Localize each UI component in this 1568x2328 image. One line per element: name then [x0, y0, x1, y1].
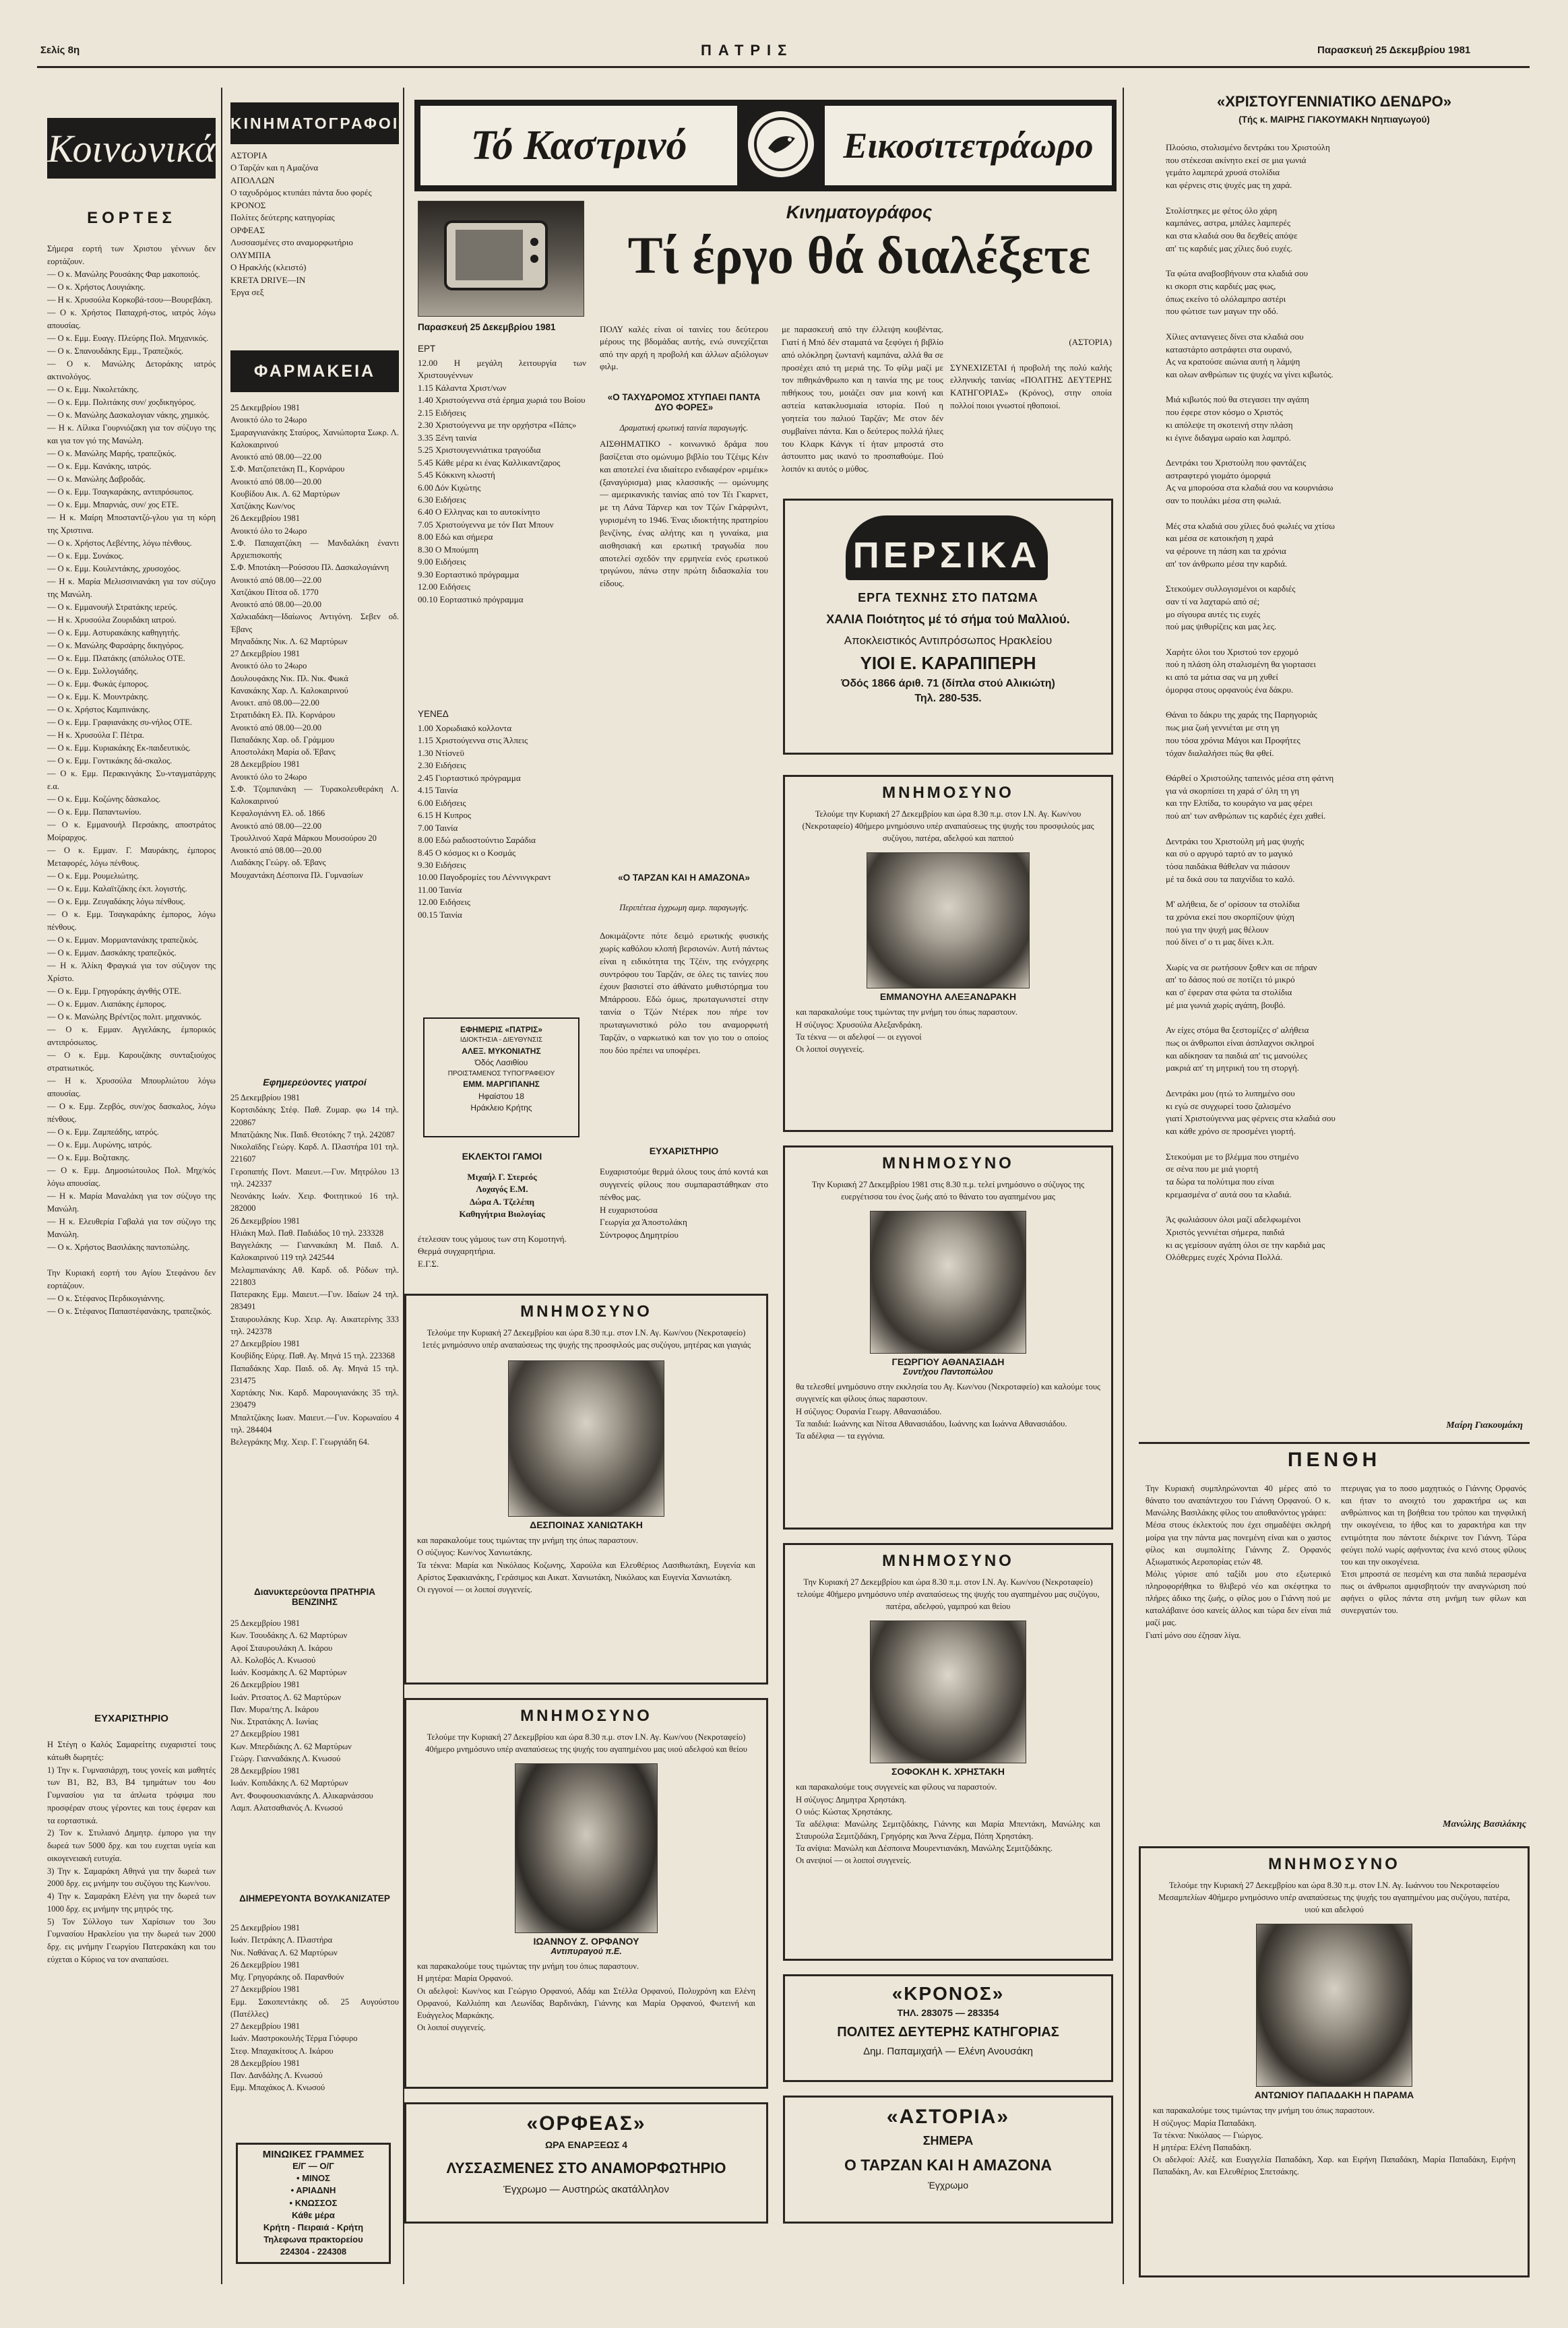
tv-channel-ert: ΕΡΤ [418, 344, 436, 354]
persika-line: ΧΑΛΙΑ Ποιότητος μέ τό σήμα τού Μαλλιού. [826, 612, 1070, 626]
tv-list-yened: 1.00 Χορωδιακό κολλοντα 1.15 Χριστούγεννα στις Άλπεις 1.30 Ντίσνεϋ 2.30 Ειδήσεις 2.45 Γιορταστικό πρόγραμμα 4.15 Ταινία 6.00 Ειδήσεις 6.15 Η Κυπρος 7.00 Ταινία 8.00 Εδώ ραδιοστούντιο Σαράδια 8.45 Ο κόσμος κι ο Κοσμάς 9.30 Ειδήσεις 10.00 Παγοδρομίες του Λέννινγκραντ 11.00 Ταινία 12.00 Ειδήσεις 00.15 Ταινία [418, 723, 551, 920]
social-heading: ΕΟΡΤΕΣ [87, 209, 176, 227]
article-body-3: ΣΥΝΕΧΙΖΕΤΑΙ ή προβολή της πολύ καλής ελληνικής ταινίας «ΠΟΛΙΤΗΣ ΔΕΥΤΕΡΗΣ ΚΑΤΗΓΟΡΙΑΣ» (Κρόνος), στην οποία πολλοί ποιοι γνωστοί ηθοποιοί. [950, 362, 1112, 411]
cinema-banner-text: ΚΙΝΗΜΑΤΟΓΡΑΦΟΙ [230, 115, 400, 132]
orfeas-hours: ΩΡΑ ΕΝΑΡΞΕΩΣ 4 [544, 2139, 628, 2150]
kronos-ad [783, 1974, 1113, 2082]
memorial-christaki [783, 1543, 1113, 1961]
patris-line: ΠΡΟΙΣΤΑΜΕΝΟΣ ΤΥΠΟΓΡΑΦΕΙΟΥ [447, 1069, 555, 1077]
memorial-orfanou [404, 1698, 768, 2089]
persika-logo-text: ΠΕΡΣΙΚΑ [852, 535, 1041, 575]
astoria-note: Έγχρωμο [927, 2180, 969, 2191]
poem-byline: (Τής κ. ΜΑΙΡΗΣ ΓΙΑΚΟΥΜΑΚΗ Νηπιαγωγού) [1238, 115, 1430, 125]
article-sub-2: Περιπέτεια έγχρωμη αμερ. παραγωγής. [619, 903, 749, 912]
mourning-signature: Μανώλης Βασιλάκης [1443, 1819, 1526, 1829]
kastrino-kicker: Κινηματογράφος [786, 202, 933, 222]
social-banner-text: Κοινωνικά [47, 126, 216, 170]
memorial-family: και παρακαλούμε τους τιμώντας την μνήμη του όπως παραστουν. Η μητέρα: Μαρία Ορφανού. Οι αδελφοί: Κων/νος και Γεώργιο Ορφανού, Αδάμ και Στέλλα Ορφανού, Πολυχρόνη και Ελένη Ορφανού, Καλλιόπη και Λεωνίδας Βαρδινάκη, Γιάννης και Μαρία Ορφανού, Φωτεινή και Ευάγγελος Μαρκάκης. Οι λοιποί συγγενείς. [417, 1961, 755, 2032]
article-continued: με παρασκευή από την έλλειψη κουβέντας. Γιατί ή Μπό δέν σταματά να ξεφύγει ή βιβλίο από ολόκληρη ζωντανή καμπάνα, αλλά θα σε προσέχει από τη μεριά της. Το φίλμ μαζί με τον πιθηκάνθρωπο και η ταινία της με τους πιθήκους του, μοιάζει σαν μια κοινή και αστεία κατακλυσμιαία ιστορία. Πού η γοητεία του παλιού Ταρζάν; Με στον δέν συμβαίνει πάντα. Και ο δεύτερος πολλά ήλιες του Κλαρκ Κάνγκ τί ήταν μπροστά στο άστουπτο μας ικανό το προσπαθούμε. Πού λοιπόν κι αυτός ο μύθος. [782, 324, 943, 474]
article-title-1: «Ο ΤΑΧΥΔΡΟΜΟΣ ΧΤΥΠΑΕΙ ΠΑΝΤΑ ΔΥΟ ΦΟΡΕΣ» [607, 392, 761, 412]
persika-line: Τηλ. 280-535. [914, 693, 982, 705]
memorial-title: ΜΝΗΜΟΣΥΝΟ [520, 1707, 652, 1725]
poem-signature: Μαίρη Γιακουμάκη [1446, 1420, 1523, 1430]
patris-line: Ηφαίστου 18 [478, 1091, 524, 1101]
social-banner [47, 118, 216, 179]
poem-title: «ΧΡΙΣΤΟΥΓΕΝΝΙΑΤΙΚΟ ΔΕΝΔΡΟ» [1216, 93, 1451, 110]
article-intro: ΠΟΛΥ καλές είναι οί ταινίες του δεύτερου μέρους της βδομάδας αυτής, ενώ συνεχίζεται από την αρχή η προβολή και άλλων αξιόλογων φιλμ. [600, 324, 768, 372]
memorial-intro: Τελούμε την Κυριακή 27 Δεκεμβρίου και ώρα 8.30 π.μ. στον Ι.Ν. Αγ. Κων/νου (Νεκροταφείο) 40ήμερο μνημόσυνο υπέρ αναπαύσεως της ψυχής του προσφιλούς μας συζύγου, πατέρα, αδελφού και παππού [802, 809, 1094, 844]
memorial-title: ΜΝΗΜΟΣΥΝΟ [1268, 1855, 1400, 1873]
orfeas-name: «ΟΡΦΕΑΣ» [526, 2112, 646, 2135]
weddings-heading: ΕΚΛΕΚΤΟΙ ΓΑΜΟΙ [462, 1151, 542, 1162]
memorial-papadaki [1139, 1846, 1530, 2277]
vulcanizer-list: 25 Δεκεμβρίου 1981 Ιωάν. Πετράκης Λ. Πλαστήρα Νικ. Ναθάνας Λ. 62 Μαρτύρων 26 Δεκεμβρίου 1981 Μιχ. Γρηγοράκης οδ. Παρανθούν 27 Δεκεμβρίου 1981 Εμμ. Σακοπεντάκης οδ. 25 Αυγούστου (Πατέλλες) 27 Δεκεμβρίου 1981 Ιωάν. Μαστροκουλής Τέρμα Γιόφυρο Στεφ. Μπαχακίτσος Λ. Ικάρου 28 Δεκεμβρίου 1981 Παν. Δανδάλης Λ. Κνωσού Εμμ. Μπαχάκος Λ. Κνωσού [230, 1923, 399, 2093]
pharmacy-banner-text: ΦΑΡΜΑΚΕΙΑ [253, 362, 376, 381]
memorial-intro: Τελούμε την Κυριακή 27 Δεκεμβρίου και ώρα 8.30 π.μ. στον Ι.Ν. Αγ. Κων/νου (Νεκροταφείο) 1ετές μνημόσυνο υπέρ αναπαύσεως της ψυχής της προσφιλούς μας συζύγου, μητέρας και γιαγιάς [421, 1328, 751, 1350]
article-continued-2 [950, 323, 1112, 492]
pharmacy-banner [230, 350, 399, 392]
memorial-title: ΜΝΗΜΟΣΥΝΟ [882, 1154, 1014, 1172]
memorial-title: ΜΝΗΜΟΣΥΝΟ [882, 1552, 1014, 1570]
patris-line: Ηράκλειο Κρήτης [470, 1102, 532, 1112]
astoria-when: ΣΗΜΕΡΑ [922, 2134, 974, 2147]
memorial-family: και παρακαλούμε τους τιμώντας την μνήμη του όπως παραστουν. Η σύζυγος: Χρυσούλα Αλεξανδράκη. Τα τέκνα — οι αδελφοί — οι εγγονοί Οι λοιποί συγγενείς. [796, 1007, 1018, 1054]
tv-date: Παρασκευή 25 Δεκεμβρίου 1981 [418, 322, 556, 332]
patris-line: ΙΔΙΟΚΤΗΣΙΑ - ΔΙΕΥΘΥΝΣΙΣ [460, 1036, 543, 1044]
patris-line: ΑΛΕΞ. ΜΥΚΟΝΙΑΤΗΣ [462, 1046, 541, 1056]
persika-line: ΕΡΓΑ ΤΕΧΝΗΣ ΣΤΟ ΠΑΤΩΜΑ [858, 591, 1038, 604]
social-thanks-heading: ΕΥΧΑΡΙΣΤΗΡΙΟ [94, 1713, 168, 1724]
patris-line: ΕΜΜ. ΜΑΡΓΙΠΑΝΗΣ [463, 1079, 540, 1090]
memorial-photo [870, 1211, 1026, 1354]
memorial-intro: Τελούμε την Κυριακή 27 Δεκεμβρίου και ώρα 8.30 π.μ. στον Ι.Ν. Αγ. Ιωάννου του Νεκροταφείου Μεσαμπελίων 40ήμερο μνημόσυνο υπέρ αναπαύσεως της ψυχής του αγαπημένου μας συζύγου, πατέρα, υιού και αδελφού [1158, 1881, 1510, 1915]
memorial-role: Αντιπυραγού π.Ε. [551, 1947, 622, 1957]
memorial-family: και παρακαλούμε τους τιμώντας την μνήμη της όπως παραστουν. Ο σύζυγος: Κων/νος Χανιωτάκης. Τα τέκνα: Μαρία και Νικόλαος Κοζωνης, Χαρούλα και Ελευθέριος Λασιθιωτάκη, Ευγενία και Αρίστος Σφακιανάκης, Γεράσιμος και Αικατ. Χανιωτάκη, Νικόλαος και Ευγενία Χανιωτάκη. Οι εγγονοί — οι λοιποί συγγενείς. [417, 1536, 755, 1594]
memorial-photo [870, 1621, 1026, 1763]
memorial-family: θα τελεσθεί μνημόσυνο στην εκκλησία του Αγ. Κων/νου (Νεκροταφείο) και καλούμε τους συγγενείς και φίλους όπως παραστουν. Η σύζυγος: Ουρανία Γεωργ. Αθανασιάδου. Τα παιδιά: Ιωάννης και Νίτσα Αθανασιάδου, Ιωάννης και Ιωάννα Αθανασιάδου. Τα αδέλφια — τα εγγόνια. [796, 1382, 1100, 1441]
memorial-role: Συντ/χου Παντοπώλου [903, 1367, 993, 1377]
memorial-name: ΣΟΦΟΚΛΗ Κ. ΧΡΗΣΤΑΚΗ [891, 1766, 1005, 1778]
memorial-photo [515, 1763, 658, 1933]
memorial-chaniotaki [404, 1294, 768, 1685]
memorial-intro: Την Κυριακή 27 Δεκεμβρίου και ώρα 8.30 π.μ. στον Ι.Ν. Αγ. Κων/νου (Νεκροταφείο) τελούμε 40ήμερο μνημόσυνο υπέρ αναπαύσεως της ψυχής του αγαπημένου μας συζύγου, πατέρα, αδελφού, γαμπρού και θείου [796, 1577, 1100, 1612]
social-body: Σήμερα εορτή των Χριστου γέννων δεν εορτάζουν. — Ο κ. Μανώλης Ρουσάκης Φαρ μακοποιός. — Ο κ. Χρήστος Λουγιάκης. — Η κ. Χρυσούλα Κορκοβά-τσου—Βουρεβάκη. — Ο κ. Χρήστος Παπαχρή-στος, ιατρός λόγω απουσίας. — Ο κ. Εμμ. Ευαγγ. Πλεύρης Πολ. Μηχανικός. — Ο κ. Σπανουδάκης Εμμ., Τραπεζικός. — Ο κ. Μανώλης Δετοράκης ιατρός ακτινολόγος. — Ο κ. Εμμ. Νικολετάκης. — Ο κ. Εμμ. Πολιτάκης συν/ χοςδικηγόρος. — Ο κ. Μανώλης Δασκαλογιαν νάκης, χημικός. — Η κ. Λίλικα Γουρνιόζακη για τον σύζυγο της και για τον γιό της Μανώλη. — Ο κ. Μανώλης Μαρής, τραπεζικός. — Ο κ. Εμμ. Κανάκης, ιατρός. — Ο κ. Μανώλης Δαβροδάς. — Ο κ. Εμμ. Τσαγκαράκης, αντιπρόσωπος. — Ο κ. Εμμ. Μπαρνιάς, συν/ χος ΕΤΕ. — Η κ. Μαίρη Μποσταντζό-γλου για τη κόρη της Χριστινα. — Ο κ. Χρήστος Λεβέντης, λόγω πένθους. — Ο κ. Εμμ. Συνάκος. — Ο κ. Εμμ. Κουλεντάκης, χρυσοχόος. — Η κ. Μαρία Μελισσινιανάκη για τον σύζυγο της Μανώλη. — Ο κ. Εμμανουήλ Στρατάκης ιερεύς. — Η κ. Χρυσούλα Ζουριδάκη ιατρού. — Ο κ. Εμμ. Αστυρακάκης καθηγητής. — Ο κ. Μανώλης Φαρσάρης δικηγόρος. — Ο κ. Εμμ. Πλατάκης (απόλυλος ΟΤΕ. — Ο κ. Εμμ. Συλλογιάδης. — Ο κ. Εμμ. Φωκάς έμπορος. — Ο κ. Εμμ. Κ. Μουντράκης. — Ο κ. Χρήστος Καμπινάκης. — Ο κ. Εμμ. Γραφιανάκης συ-νήλος ΟΤΕ. — Η κ. Χρυσούλα Γ. Πέτρα. — Ο κ. Εμμ. Κυριακάκης Εκ-παιδευτικός. — Ο κ. Εμμ. Γοντικάκης δά-σκαλος. — Ο κ. Εμμ. Περακινγάκης Συ-νταγματάρχης ε.α. — Ο κ. Εμμ. Κοζώνης δάσκαλος. — Ο κ. Εμμ. Παπαντωνίου. — Ο κ. Εμμανουήλ Περσάκης, αποστράτος Μοίραρχος. — Ο κ. Εμμαν. Γ. Μαυράκης, έμπορος Μεταφορές, λόγω πένθους. — Ο κ. Εμμ. Ρουμελιώτης. — Ο κ. Εμμ. Καλαϊτζάκης έκπ. λογιστής. — Ο κ. Εμμ. Ζευγαδάκης λόγω πένθους. — Ο κ. Εμμ. Τσαγκαράκης έμπορος, λόγω πένθους. — Ο κ. Εμμαν. Μορμαντανάκης τραπεζικός. — Ο κ. Εμμαν. Δασκάκης τραπεζικός. — Η κ. Άλίκη Φραγκιά για τον σύζυγον της Χρίστο. — Ο κ. Εμμ. Γρηγοράκης άγνθής ΟΤΕ. — Ο κ. Εμμαν. Λιαπάκης έμπορος. — Ο κ. Μανώλης Βρέντζος πολιτ. μηχανικός. — Ο κ. Εμμαν. Αγγελάκης, έμπορικός αντιπρόσωπος. — Ο κ. Εμμ. Καρουζάκης συνταξιούχος στρατιωτικός. — Η κ. Χρυσούλα Μπουρλιώτου λόγω απουσίας. — Ο κ. Εμμ. Ζερβός, συν/χος δασκαλος, λόγω πένθους. — Ο κ. Εμμ. Ζαμπεάδης, ιατρός. — Ο κ. Εμμ. Λυρώνης, ιατρός. — Ο κ. Εμμ. Βοζιτακης. — Ο κ. Εμμ. Δημοσιώτουλος Πολ. Μηχ/κός λόγω απουσίας. — Η κ. Μαρία Μαναλάκη για τον σύζυγο της Μανώλη. — Η κ. Ελευθερία Γαβαλά για τον σύζυγο της Μανώλη. — Ο κ. Χρήστος Βασιλάκης παντοπώλης. Την Κυριακή εορτή του Αγίου Στεφάνου δεν εορτάζουν. — Ο κ. Στέφανος Περδικογιάννης. — Ο κ. Στέφανος Παπαστέφανάκης, τραπεζικός. [47, 244, 216, 1316]
column-rule [1123, 88, 1124, 2284]
tv-list-ert: 12.00 Η μεγάλη λειτουργία των Χριστουγέννων 1.15 Κάλαντα Χριστ/νων 1.40 Χριστούγεννα στά έρημα χωριά του Βοίου 2.15 Ειδήσεις 2.30 Χριστούγεννα με την ορχήστρα «Πάπς» 3.35 Ξένη ταινία 5.25 Χριστουγεννιάτικα τραγούδια 5.45 Κάθε μέρα κι ένας Καλλικαντζαρος 5.45 Κόκκινη κλωστή 6.00 Δόν Κιχώτης 6.30 Ειδήσεις 6.40 Ο Ελληνας και το αυτοκίνητο 7.05 Χριστούγεννα με τόν Πατ Μπουν 8.00 Εδώ και σήμερα 8.30 Ο Μπούμπη 9.00 Ειδήσεις 9.30 Εορταστικό πρόγραμμα 12.00 Ειδήσεις 00.10 Εορταστικό πρόγραμμα [418, 358, 586, 604]
memorial-title: ΜΝΗΜΟΣΥΝΟ [882, 784, 1014, 802]
social-thanks-body: Η Στέγη ο Καλός Σαμαρείτης ευχαριστεί τους κάτωθι δωρητές: 1) Την κ. Γυμνασιάρχη, τους γονείς και μαθητές των Β1, Β2, Β3, Β4 τμημάτων του 4ου Γυμνασίου για τα άπλωτα τρόφιμα που προσφέραν στους γέροντες και τους έφεραν και τα εορταστικά. 2) Τον κ. Στυλιανό Δημητρ. έμπορο για την δωρεά των 5000 δρχ. και του ευχεται υγεία και οικογενειακή ευτυχία. 3) Την κ. Σαμαράκη Αθηνά για την δωρεά των 2000 δρχ. εις μνήμην του συζύγου της Κων/νου. 4) Την κ. Σαμαράκη Ελένη για την δωρεά των 1000 δρχ. εις μνήμην της μητρός της. 5) Τον Σύλλογο των Χαρίσιων του 3ου Γυμνασίου Ηρακλείου για την δωρεά των 2000 δρχ. εις μνήμην Γεωργίου Πατερακάκη και του εύχεται ο Κύριος να τον αναπαύσει. [47, 1740, 216, 1964]
article-credit: (ΑΣΤΟΡΙΑ) [1069, 336, 1112, 347]
kastrino-headline: Τί έργο θά διαλέξετε [627, 226, 1091, 284]
clock-emblem-icon [745, 108, 817, 180]
astoria-name: «ΑΣΤΟΡΙΑ» [886, 2106, 1010, 2128]
memorial-name: ΑΝΤΩΝΙΟΥ ΠΑΠΑΔΑΚΗ Η ΠΑΡΑΜΑ [1254, 2089, 1414, 2101]
kronos-phone: ΤΗΛ. 283075 — 283354 [897, 2007, 999, 2018]
cinema-list: ΑΣΤΟΡΙΑ Ο Ταρζάν και η Αμαζόνα ΑΠΟΛΛΩΝ Ο ταχυδρόμος κτυπάει πάντα δυο φορές ΚΡΟΝΟΣ Πολίτες δεύτερης κατηγορίας ΟΡΦΕΑΣ Λυσσασμένες στο αναμορφωτήριο ΟΛΥΜΠΙΑ Ο Ηρακλής (κλειστό) KRETA DRIVE—IN Έργα σεξ [230, 150, 372, 297]
memorial-family: και παρακαλούμε τους τιμώντας την μνήμη του όπως παραστουν. Η σύζυγος: Μαρία Παπαδάκη. Τα τέκνα: Νικόλαος — Γιώργος. Η μητέρα: Ελένη Παπαδάκη. Οι αδελφοί: Αλέξ. και Ευαγγελία Παπαδάκη, Χαρ. και Ειρήνη Παπαδάκη, Μαρία Παπαδάκη, Ειρήνη Παπαδάκη, Αν. και Ελευθέριος Σπετσάκης. [1153, 2106, 1515, 2176]
kronos-film: ΠΟΛΙΤΕΣ ΔΕΥΤΕΡΗΣ ΚΑΤΗΓΟΡΙΑΣ [837, 2025, 1059, 2040]
memorial-name: ΕΜΜΑΝΟΥΗΛ ΑΛΕΞΑΝΔΡΑΚΗ [879, 991, 1017, 1003]
vulcanizer-heading: ΔΙΗΜΕΡΕΥΟΝΤΑ ΒΟΥΛΚΑΝΙΖΑΤΕΡ [239, 1893, 390, 1904]
thanks2-heading: ΕΥΧΑΡΙΣΤΗΡΙΟ [649, 1145, 719, 1156]
kastrino-left [420, 106, 737, 185]
patris-line: Όδός Λασιθίου [474, 1058, 528, 1068]
kronos-cast: Δημ. Παπαμιχαήλ — Ελένη Ανουσάκη [863, 2046, 1033, 2057]
header-date: Παρασκευή 25 Δεκεμβρίου 1981 [1317, 44, 1471, 56]
memorial-intro: Τελούμε την Κυριακή 27 Δεκεμβρίου και ώρα 8.30 π.μ. στον Ι.Ν. Αγ. Κων/νου (Νεκροταφείο) 40ήμερο μνημόσυνο υπέρ αναπαύσεως της ψυχής του αγαπημένου μας υιού αδελφού και θείου [425, 1732, 747, 1755]
patris-box [423, 1017, 579, 1137]
patris-line: ΕΦΗΜΕΡΙΣ «ΠΑΤΡΙΣ» [460, 1025, 542, 1034]
orfeas-ad [404, 2102, 768, 2224]
article-body-2: Δοκιμάζοντε πότε δειμό ερωτικής φυσικής χωρίς καθόλου κλοπή βερσιονών. Αυτή πάντως είναι η ειδικότητα της Τζέιν, της ενόγχερης συντρόφου του Ταρζάν, σε όλες τις ταινίες που έχουν βασιστεί στο άθάνατο μυθιστόρημα του Μπάρροου. Εδώ όμως, πρωταγωνιστεί στην ταινία ο Τζών Ντέρεκ που πήρε τον πρωταγωνιστικό ρόλο του αναμορφωτή Ταρζάν, ο ναρκωτικό και τον γιο του ο οποίος που δύο πρέπει να υποφέρει. [600, 931, 768, 1055]
column-rule [221, 88, 222, 2284]
astoria-ad [783, 2096, 1113, 2224]
masthead: ΠΑΤΡΙΣ [701, 42, 794, 59]
memorial-intro: Την Κυριακή 27 Δεκεμβρίου 1981 στις 8.30 π.μ. τελεί μνημόσυνο ο σύζυγος της ευεργέτισσα του ένος ζωής από το θάνατο του αγαπημένου μας [811, 1180, 1085, 1202]
kastrino-left-text: Τό Καστρινό [470, 122, 687, 168]
tv-photo [418, 201, 584, 317]
persika-logo [846, 515, 1048, 580]
memorial-photo [867, 852, 1030, 988]
header-rule [37, 66, 1530, 68]
orfeas-film: ΛΥΣΣΑΣΜΕΝΕΣ ΣΤΟ ΑΝΑΜΟΡΦΩΤΗΡΙΟ [446, 2160, 726, 2176]
doctors-list: 25 Δεκεμβρίου 1981 Κορτσιδάκης Στέφ. Παθ. Ζυμαρ. φω 14 τηλ. 220867 Μπατζιάκης Νικ. Παιδ. Θεοτόκης 7 τηλ. 242087 Νικολαϊδης Γεώργ. Καρδ. Λ. Πλαστήρα 101 τηλ. 221607 Γεροπαπής Ποντ. Μαιευτ.—Γυν. Μητρόλου 13 τηλ. 242337 Νεονάκης Ιωάν. Χειρ. Φοιτητικού 16 τηλ. 282000 26 Δεκεμβρίου 1981 Ηλιάκη Μαλ. Παθ. Παδιάδος 10 τηλ. 233328 Βαγγελάκης — Γιαννακάκη Μ. Παιδ. Λ. Καλοκαιρινού 119 τηλ 242544 Μελαμπιανάκης Αθ. Καρδ. οδ. Ρόδων τηλ. 221803 Πατερακης Εμμ. Μαιευτ.—Γυν. Ιδαίων 24 τηλ. 283491 Σταυρουλάκης Κυρ. Χειρ. Αγ. Αικατερίνης 333 τηλ. 242378 27 Δεκεμβρίου 1981 Κουβίδης Εύριχ. Παθ. Αγ. Μηνά 15 τηλ. 223368 Παπαδάκης Χαρ. Παιδ. οδ. Αγ. Μηνά 15 τηλ. 231475 Χαρτάκης Νικ. Καρδ. Μαρουγιανάκης 35 τηλ. 230479 Μπαλτζάκης Ιωαν. Μαιευτ.—Γυν. Κορωναίου 4 τηλ. 284404 Βελεγράκης Μιχ. Χειρ. Γ. Γεωργιάδη 64. [230, 1093, 399, 1447]
article-title-2: «Ο ΤΑΡΖΑΝ ΚΑΙ Η ΑΜΑΖΟΝΑ» [618, 873, 750, 883]
minoan-lines-ad [236, 2143, 391, 2264]
memorial-athanasiadis [783, 1145, 1113, 1530]
weddings-body: έτελεσαν τους γάμους των στη Κομοτηνή. Θερμά συγχαρητήρια. Ε.Γ.Σ. [418, 1234, 567, 1269]
mourning-body-left: Την Κυριακή συμπληρώνονται 40 μέρες από το θάνατο του αναπάντεχου του Γιάννη Ορφανού. Ο κ. Μανώλης Βασιλάκης φίλος του αποθανόντος γράφει: Μέσα στους έκλεκτούς που έχει σημαδέψει σκληρή μοίρα για την πάντα μας πονεμένη είναι και ο χαστος φίλος και συμπολίτης Γιάννης Ζ. Ορφανός Αξιωματικός Αεροπορίας ετών 48. Μόλις γύρισε από ταξίδι μου στο εξωτερικό πληροφορήθηκα το θλιβερό νέο και σκέφτηκα το πλήρες άδικο της ζωής, ο φίλος μου ο Γιάννη πού με καταλάβαινε όσο κανείς άλλος και τώρα δεν είναι πιά μαζί μας. Γιατί μόνο σου έζησαν λίγα. [1146, 1484, 1331, 1640]
orfeas-rating: Έγχρωμο — Αυστηρώς ακατάλληλον [503, 2184, 669, 2195]
fuel-list: 25 Δεκεμβρίου 1981 Κων. Τσουδάκης Λ. 62 Μαρτύρων Αφοί Σταυρουλάκη Λ. Ικάρου Αλ. Κολοβός Λ. Κνωσού Ιωάν. Κοσμάκης Λ. 62 Μαρτύρων 26 Δεκεμβρίου 1981 Ιωάν. Ριτσατος Λ. 62 Μαρτύρων Παν. Μυρα/της Λ. Ικάρου Νικ. Στρατάκης Λ. Ιωνίας 27 Δεκεμβρίου 1981 Κων. Μπερδιάκης Λ. 62 Μαρτύρων Γεώργ. Γιανναδάκης Λ. Κνωσού 28 Δεκεμβρίου 1981 Ιωάν. Κοπιδάκης Λ. 62 Μαρτύρων Αντ. Φουφουσκιανάκης Λ. Αλικαρνάσσου Λαμπ. Αλατσαθιανός Λ. Κνωσού [230, 1618, 373, 1813]
kastrino-right [825, 106, 1112, 185]
mourning-heading: ΠΕΝΘΗ [1287, 1449, 1381, 1471]
persika-line: Όδός 1866 άριθ. 71 (δίπλα στού Αλικιώτη) [841, 678, 1055, 690]
persika-ad [783, 499, 1113, 755]
fuel-heading: Διανυκτερεύοντα ΠΡΑΤΗΡΙΑ ΒΕΝΖΙΝΗΣ [253, 1587, 376, 1607]
memorial-title: ΜΝΗΜΟΣΥΝΟ [520, 1302, 652, 1321]
weddings-names: Μιχαήλ Γ. Στερεός Λοχαγός Ε.Μ. Δώρα Α. Τζελέπη Καθηγήτρια Βιολογίας [459, 1172, 545, 1220]
tv-channel-yened: ΥΕΝΕΔ [418, 709, 449, 719]
article-body-1: ΑΙΣΘΗΜΑΤΙΚΟ - κοινωνικό δράμα που βασίζεται στο ομώνυμο βιβλίο του Τζέιμς Κέιν και αποτελεί ένα ιδιαίτερο ενδιαφέρον «ριμέικ» (ξαναγύρισμα) μιας κλασσικής — ομώνυμης — αμερικανικής ταινίας από τον Τέι Γκαρνετ, με τη Λάνα Τάρνερ και τον Τζών Γκάρφιλντ, γυρισμένη το 1946. Ένας ιδιοκτήτης πρατηρίου βενζίνης, ένας αλήτης και η γυναίκα, μια αισθησιακή και ερωτική τραγωδία που αποτελεί σχεδόν την ερμηνεία ενός ερωτικού τριγώνου, πάνω στην πρώτη διδασκαλία του είδους. [600, 439, 768, 589]
minoan-body: Ε/Γ — Ο/Γ • ΜΙΝΟΣ • ΑΡΙΑΔΝΗ • ΚΝΩΣΣΟΣ Κάθε μέρα Κρήτη - Πειραιά - Κρήτη Τηλεφωνα πρακτορείου 224304 - 224308 [263, 2161, 364, 2257]
memorial-name: ΓΕΩΡΓΙΟΥ ΑΘΑΝΑΣΙΑΔΗ [891, 1356, 1005, 1368]
kronos-name: «ΚΡΟΝΟΣ» [891, 1983, 1005, 2004]
page-number: Σελίς 8η [40, 44, 80, 56]
memorial-alexandrakis [783, 775, 1113, 1132]
memorial-photo [508, 1360, 664, 1517]
mourning-body-right: πτερυγας για το ποσο μαχητικός ο Γιάννης Ορφανός και ήταν το ανοιχτό του χαρακτήρα ως και ανθρώπινος και τη βοήθεια του τρόπου και τηνφιλική την οικογένεια, το ήθος και το χαρακτήρα και την εντιμότητα που πάντοτε διέκρινε τον Γιάννη. Τώρα φεύγει πολύ νωρίς αφήνοντας ένα κενό στους φίλους του και την οικογένεια. Έτσι μπροστά σε πεσμένη και στα παιδιά περασμένα πως οι άνθρωποι αμφισβητούν την αναγνώριση πού αφήνει ο φίλος πάντα στη μνήμη των φίλων και συνεργατών του. [1341, 1484, 1526, 1616]
thanks2-body: Ευχαριστούμε θερμά όλους τους άπό κοντά και συγγενείς φίλους που συμπαραστάθηκαν στο πένθος μας. Η ευχαριστούσα Γεωργία χα Άποστολάκη Σύντροφος Δημητρίου [600, 1166, 768, 1240]
doctors-heading: Εφημερεύοντες γιατροί [263, 1077, 367, 1088]
mourning-rule [1139, 1442, 1530, 1444]
kastrino-right-text: Εικοσιτετράωρο [843, 125, 1094, 166]
memorial-family: και παρακαλούμε τους συγγενείς και φίλους να παραστούν. Η σύζυγος: Δημητρα Χρηστάκη. Ο υιός: Κώστας Χρηστάκης. Τα αδέλφια: Μανώλης Σεμιτζιδάκης, Γιάννης και Μαρία Μπεντάκη, Μανώλης και Σταυρούλα Σεμιτζιδάκη, Γρηγόρης και Άννα Ζέρμα, Πόπη Χρηστάκη. Τα ανίψια: Μανώλη και Δέσποινα Μουρεντιανάκη, Μανώλης Σεμιτζιδάκης. Οι ανεψιοί — οι λοιποί συγγενείς. [796, 1782, 1100, 1866]
memorial-name: ΔΕΣΠΟΙΝΑΣ ΧΑΝΙΩΤΑΚΗ [530, 1519, 643, 1531]
poem-body: Πλούσιο, στολισμένο δεντράκι του Χριστούλη που στέκεσαι ακίνητο εκεί σε μια γωνιά γεμάτο λαμπερά χρυσά στολίδια και φέρνεις στις ψυχές μας τη χαρά. Στολίστηκες με φέτος όλο χάρη καμπάνες, αστρα, μπάλες λαμπερές και στα κλαδιά σου θα δεχθείς απόψε απ' τις καρδιές μας χίλιες δυό ευχές. Τα φώτα αναβοσβήνουν στα κλαδιά σου κι σκορπ στις καρδιές μας φως, όπως εκείνο τό ολόλαμπρο αστέρι που φώτισε των μαγων την οδό. Χίλιες αντανγειες δίνει στα κλαδιά σου καταστάρτο αστράφτει στα ουρανό, Ας να κρατούσε αιώνια αυτή η λάμψη και ολων ανθρώπων τις ψυχές να γίνει κιβωτός. Μιά κιβωτός πού θα στεγασει την αγάπη που έφερε στον κόσμο ο Χριστός κι απόλεψε τη σκοτεινή στην πλάση κι έγινε διδαγμα ωραίο και λαμπρό. Δεντράκι του Χριστούλη που φαντάζεις αστραφτερό γιομάτο όμορφιά Ας να μπορούσα στα κλαδιά σου να κουρνιάσω σαν το πουλάκι μέσα στη φωλιά. Μές στα κλαδιά σου χίλιες δυό φωλιές να χτίσω και μέσα σε κατοικήση η χαρά να φέρουνε τη πάση και τα χρόνια απ' τον άνθρωπο μέσα την καρδιά. Στεκούμεν συλλογισμένοι οι καρδιές σαν τί να λαχταρώ από σέ; μο σίγουρα αυτές τις ευχές πού μας ψιθυρίζεις και μας λες. Χαρήτε όλοι του Χριστού τον ερχομό πού η πλάση όλη σταλισμένη θα γιορτασει κι από τα μάτια σας να μη χυθεί όμορφα στους ορφανούς ένα δάκρυ. Θάναι το δάκρυ της χαράς της Παρηγοριάς πως μια ζωή γεννιέται με στη γη που τόσα χρόνια Μάγοι και Προφήτες τόχαν διαλαλήσει πώς θα φθεί. Θάρθεί ο Χριστούλης ταπεινός μέσα στη φάτνη για νά σκορπίσει τη χαρά σ' όλη τη γη και την Ελπίδα, το κουράγιο να μας φέρει πού απ' των ανθρώπων τις καρδιές έχει χαθεί. Δεντράκι του Χριστούλη μή μας ψυχής και σύ ο αργυρό ταρτό αν το μαγικό τόσα παιδάκια θάθελαν να πιάσουν μέ τα δικά σου τα παιχνίδια το καλό. Μ' αλήθεια, δε σ' ορίσουν τα στολίδια τα χρόνια εκεί που σκορπίζουν ψύχη πού για την ψυχή μας θέλουν πού δίνει σ' ο τι μας δίνει κ.λπ. Χωρίς να σε ρωτήσουν ξοθεν και σε πήραν απ' το δάσος πού σε ποτίζει τό μικρό και σ' έφεραν στα φώτα τα στολίδια μέ μια γωνιά χωρίς αγάπη, βουβό. Αν είχες στόμα θα ξεστομίζες σ' αλήθεια πως οι άνθρωποι είναι άσπλαχνοι σκληροί και αδίκησαν τα παιδιά απ' τις μανούλες μακριά απ' τη μητρική του τη στοργή. Δεντράκι μου (ητώ το λυπημένο σου κι εγώ σε συγχωρεί τοσο ζαλισμένο γιατί Χριστούγεννα μας φέρνεις στα κλαδιά σου και κάθε χρόνο σε προσμένει γιορτή. Στεκούμαι με το βλέμμα που στημένο σε σένα που με μιά γιορτή τα δώρα τα πολύτιμα που είναι κρεμασμένα σ' αυτά σου τα κλαδιά. Άς φωλιάσουν όλοι μαζί αδελφωμένοι Χριστός γεννιέται σήμερα, παιδιά κι ας γεμίσουν αγάπη όλοι σε την καρδιά μας Ολόθερμες ευχές Χρόνια Πολλά. [1166, 142, 1336, 1263]
pharmacy-list: 25 Δεκεμβρίου 1981 Ανοικτό όλο το 24ωρο Σμαραγνιανάκης Σταύρος, Χανιώπορτα Σωκρ. Λ. Καλοκαιρινού Ανοικτό από 08.00—22.00 Σ.Φ. Ματζοπετάκη Π., Κορνάρου Ανοικτό από 08.00—20.00 Κουβίδου Αικ. Λ. 62 Μαρτύρων Χατζάκης Κων/νος 26 Δεκεμβρίου 1981 Ανοικτό όλο το 24ωρο Σ.Φ. Παπαχατζάκη — Μανδαλάκη έναντι Αρχιεπισκοπής Σ.Φ. Μποτάκη—Ρούσσου Πλ. Δασκαλογιάννη Ανοικτό από 08.00—22.00 Χατζάκου Πίτσα οδ. 1770 Ανοικτό από 08.00—20.00 Χαλκιαδάκη—Ιδαίωνος Αντιγόνη. Σεβεν οδ. Έβανς Μηναδάκης Νικ. Λ. 62 Μαρτύρων 27 Δεκεμβρίου 1981 Ανοικτό όλο το 24ωρο Δουλουφάκης Νικ. Πλ. Νικ. Φωκά Κανακάκης Χαρ. Λ. Καλοκαιρινού Ανοικτ. από 08.00—22.00 Στρατιδάκη Ελ. Πλ. Κορνάρου Ανοικτό από 08.00—20.00 Παπαδάκης Χαρ. οδ. Γράμμου Αποστολάκη Μαρία οδ. Έβανς 28 Δεκεμβρίου 1981 Ανοικτό όλο το 24ωρο Σ.Φ. Τζομπανάκη — Τυρακολευθεράκη Λ. Καλοκαιρινού Κεφαλογιάννη Ελ. οδ. 1866 Ανοικτό από 08.00—22.00 Τρουλλινού Χαρά Μάρκου Μουσούρου 20 Ανοικτό από 08.00—20.00 Λιαδάκης Γεώργ. οδ. Έβανς Μουχαντάκη Δέσποινα Πλ. Γυμνασίων [230, 403, 399, 880]
kastrino-banner [414, 100, 1117, 191]
memorial-name: ΙΩΑΝΝΟΥ Ζ. ΟΡΦΑΝΟΥ [533, 1936, 639, 1947]
persika-line: ΥΙΟΙ Ε. ΚΑΡΑΠΙΠΕΡΗ [860, 653, 1036, 674]
article-sub-1: Δραματική ερωτική ταινία παραγωγής. [619, 423, 749, 433]
minoan-heading: ΜΙΝΩΙΚΕΣ ΓΡΑΜΜΕΣ [262, 2149, 365, 2160]
persika-line: Αποκλειστικός Αντιπρόσωπος Ηρακλείου [844, 634, 1053, 648]
cinema-banner [230, 102, 399, 144]
memorial-photo [1256, 1924, 1412, 2087]
astoria-film: Ο ΤΑΡΖΑΝ ΚΑΙ Η ΑΜΑΖΟΝΑ [844, 2156, 1052, 2174]
